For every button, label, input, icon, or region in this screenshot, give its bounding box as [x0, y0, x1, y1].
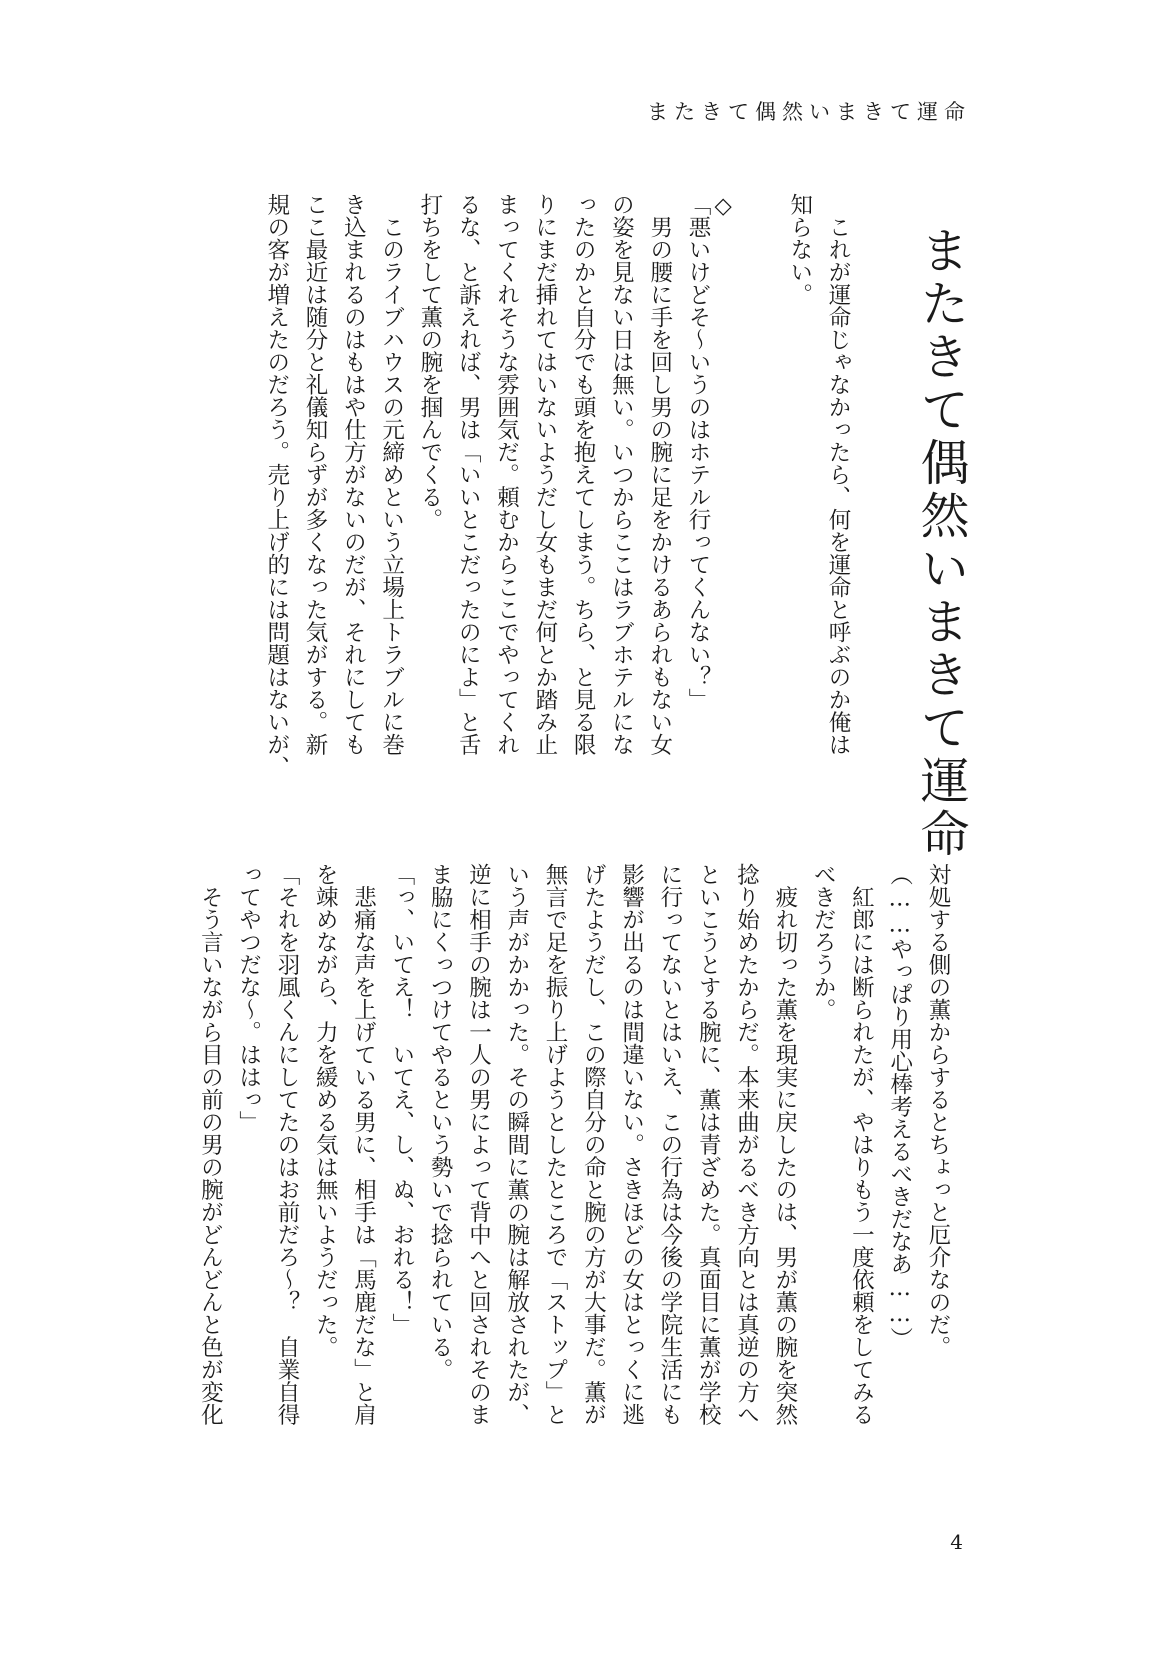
- text-line: き込まれるのはもはや仕方がないのだが、それにしても: [340, 193, 367, 756]
- text-line: 「っ、いてえ！ いてえ、し、ぬ、おれる！」: [388, 863, 415, 1336]
- text-line: ってやつだな～。ははっ」: [235, 863, 262, 1133]
- text-line: 紅郎には断られたが、やはりもう一度依頼をしてみる: [848, 863, 875, 1426]
- text-line: そう言いながら目の前の男の腕がどんどんと色が変化: [197, 863, 224, 1426]
- text-line: 影響が出るのは間違いない。さきほどの女はとっくに逃: [618, 863, 645, 1426]
- text-line: 知らない。: [786, 193, 813, 306]
- text-line: に行ってないとはいえ、この行為は今後の学院生活にも: [656, 863, 683, 1426]
- upper-body-text: [257, 193, 717, 778]
- text-line: （……やっぱり用心棒考えるべきだなあ……）: [886, 863, 913, 1350]
- text-line: ま脇にくっつけてやるという勢いで捻られている。: [427, 863, 454, 1381]
- text-line: の姿を見ない日は無い。いつからここはラブホテルにな: [608, 193, 635, 756]
- section-break-diamond-icon: ◇: [710, 193, 737, 219]
- text-line: いう声がかかった。その瞬間に薫の腕は解放されたが、: [503, 863, 530, 1426]
- text-line: 逆に相手の腕は一人の男によって背中へと回されそのま: [465, 863, 492, 1426]
- text-line: 打ちをして薫の腕を掴んでくる。: [416, 193, 443, 531]
- text-line: これが運命じゃなかったら、何を運命と呼ぶのか俺は: [825, 193, 851, 756]
- text-line: といこうとする腕に、薫は青ざめた。真面目に薫が学校: [695, 863, 722, 1426]
- text-line: るな、と訴えれば、男は「いいとこだったのによ」と舌: [455, 193, 482, 756]
- running-header: またきて偶然いまきて運命: [647, 100, 971, 124]
- text-line: りにまだ挿れてはいないようだし女もまだ何とか踏み止: [531, 193, 558, 756]
- text-line: げたようだし、この際自分の命と腕の方が大事だ。薫が: [580, 863, 607, 1426]
- lower-body-text: [191, 863, 957, 1513]
- text-line: まってくれそうな雰囲気だ。頼むからここでやってくれ: [493, 193, 520, 756]
- chapter-title: またきて偶然いまきて運命: [913, 225, 970, 861]
- text-line: このライブハウスの元締めという立場上トラブルに巻: [378, 193, 405, 756]
- text-line: べきだろうか。: [810, 863, 837, 1021]
- text-line: 捻り始めたからだ。本来曲がるべき方向とは真逆の方へ: [733, 863, 760, 1426]
- text-line: 無言で足を振り上げようとしたところで「ストップ」と: [542, 863, 569, 1426]
- text-line: を竦めながら、力を緩める気は無いようだった。: [312, 863, 339, 1358]
- page-number: 4: [950, 1530, 963, 1554]
- text-line: 悲痛な声を上げている男に、相手は「馬鹿だな」と肩: [350, 863, 377, 1426]
- text-line: ったのかと自分でも頭を抱えてしまう。ちら、と見る限: [570, 193, 597, 756]
- text-line: 疲れ切った薫を現実に戻したのは、男が薫の腕を突然: [771, 863, 798, 1426]
- text-line: 男の腰に手を回し男の腕に足をかけるあられもない女: [646, 193, 673, 756]
- text-line-blank: [742, 193, 780, 778]
- text-line: 対処する側の薫からするとちょっと厄介なのだ。: [925, 863, 951, 1358]
- text-line: 「悪いけどそ～いうのはホテル行ってくんない？」: [685, 193, 711, 711]
- text-line: ここ最近は随分と礼儀知らずが多くなった気がする。新: [302, 193, 329, 756]
- text-line: 規の客が増えたのだろう。売り上げ的には問題はないが、: [263, 193, 290, 778]
- text-line: 「それを羽風くんにしてたのはお前だろ～？ 自業自得: [273, 863, 300, 1426]
- intro-text: [704, 193, 857, 778]
